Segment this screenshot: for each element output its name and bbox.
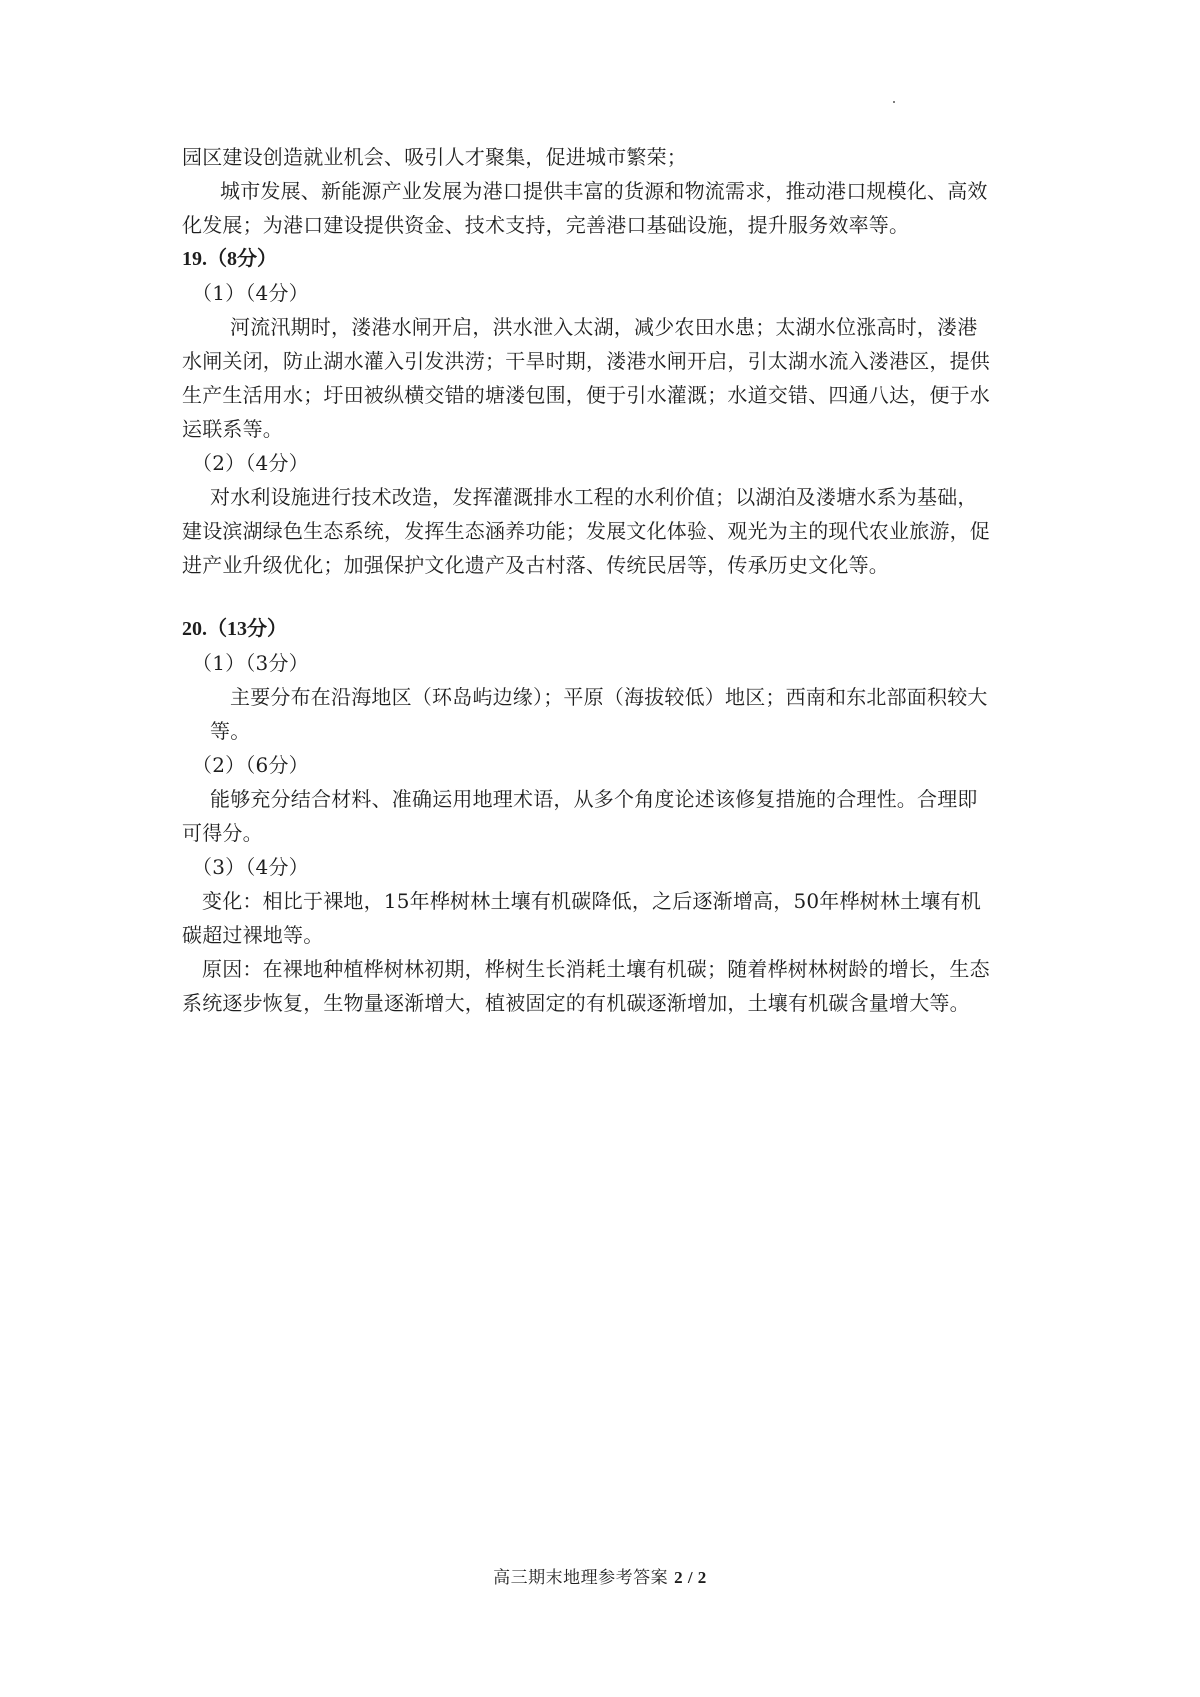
q19-part1-line: 水闸关闭，防止湖水灌入引发洪涝；干旱时期，溇港水闸开启，引太湖水流入溇港区，提供 [182, 349, 990, 373]
answer-content [182, 140, 1032, 1020]
q19-part2-line: 建设滨湖绿色生态系统，发挥生态涵养功能；发展文化体验、观光为主的现代农业旅游，促 [182, 519, 990, 543]
footer-title: 高三期末地理参考答案 [493, 1568, 669, 1588]
q20-part1-label: （1）（3分） [192, 651, 309, 675]
question-20-heading: 20.（13分） [182, 618, 287, 640]
q19-part2-line: 对水利设施进行技术改造，发挥灌溉排水工程的水利价值；以湖泊及溇塘水系为基础， [210, 485, 978, 509]
q19-part1-label: （1）（4分） [192, 281, 309, 305]
q20-part2-label: （2）（6分） [192, 753, 309, 777]
page-footer [0, 1563, 1200, 1588]
q19-part1-line: 生产生活用水；圩田被纵横交错的塘溇包围，便于引水灌溉；水道交错、四通八达，便于水 [182, 383, 990, 407]
q20-part3-line: 碳超过裸地等。 [182, 923, 324, 947]
q20-part2-line: 可得分。 [182, 821, 263, 845]
q19-part1-line: 河流汛期时，溇港水闸开启，洪水泄入太湖，减少农田水患；太湖水位涨高时，溇港 [230, 315, 978, 339]
continuation-line: 园区建设创造就业机会、吸引人才聚集，促进城市繁荣； [182, 145, 687, 169]
q20-part2-line: 能够充分结合材料、准确运用地理术语，从多个角度论述该修复措施的合理性。合理即 [210, 787, 978, 811]
q20-part3-line: 系统逐步恢复，生物量逐渐增大，植被固定的有机碳逐渐增加，土壤有机碳含量增大等。 [182, 991, 970, 1015]
page-number: 2 / 2 [674, 1568, 707, 1587]
q19-part1-line: 运联系等。 [182, 417, 283, 441]
q19-part2-line: 进产业升级优化；加强保护文化遗产及古村落、传统民居等，传承历史文化等。 [182, 553, 889, 577]
q20-part3-line: 变化：相比于裸地，15年桦树林土壤有机碳降低，之后逐渐增高，50年桦树林土壤有机 [202, 889, 981, 913]
continuation-line: 城市发展、新能源产业发展为港口提供丰富的货源和物流需求，推动港口规模化、高效 [220, 179, 988, 203]
q19-part2-label: （2）（4分） [192, 451, 309, 475]
q20-part1-line: 主要分布在沿海地区（环岛屿边缘）；平原（海拔较低）地区；西南和东北部面积较大 [230, 685, 988, 709]
q20-part3-line: 原因：在裸地种植桦树林初期，桦树生长消耗土壤有机碳；随着桦树林树龄的增长，生态 [202, 957, 990, 981]
question-19-heading: 19.（8分） [182, 248, 277, 270]
q20-part1-line: 等。 [210, 719, 251, 743]
continuation-line: 化发展；为港口建设提供资金、技术支持，完善港口基础设施，提升服务效率等。 [182, 213, 910, 237]
scan-speck [893, 101, 895, 103]
q20-part3-label: （3）（4分） [192, 855, 309, 879]
